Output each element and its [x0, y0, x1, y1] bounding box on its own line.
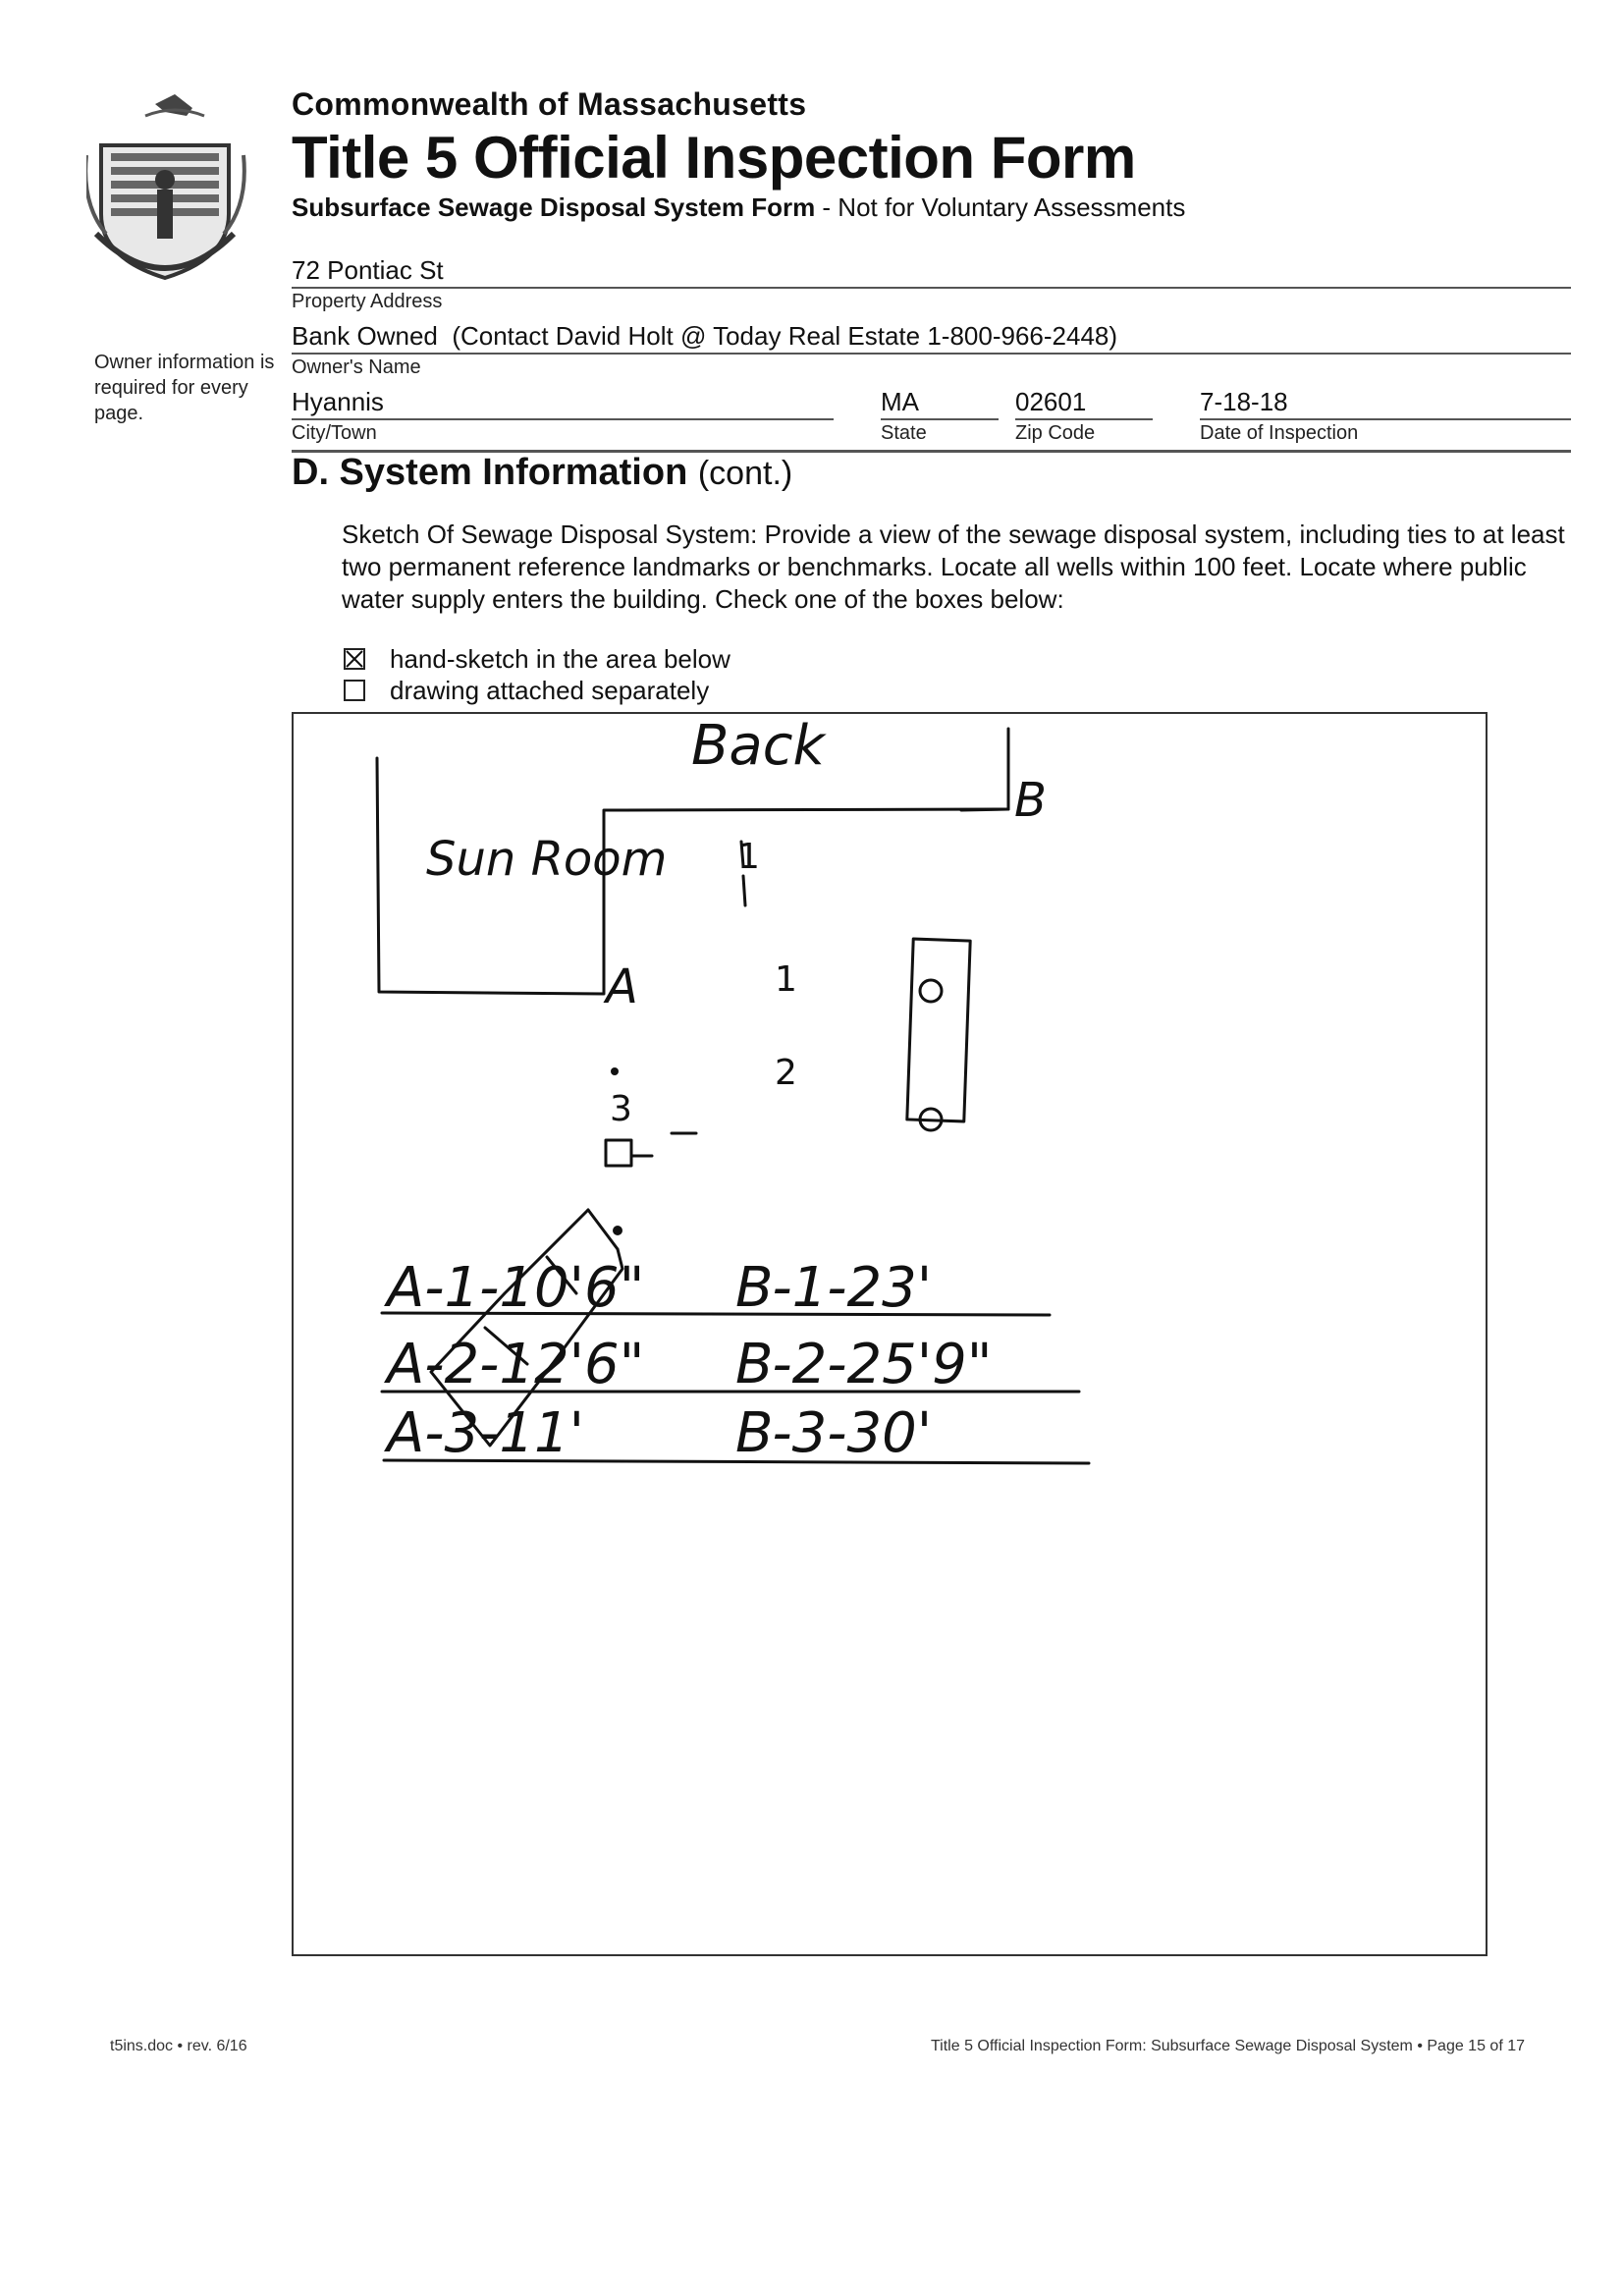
owner-name-value: Bank Owned (Contact David Holt @ Today Real Estate 1-800-966-2448): [292, 321, 1118, 351]
section-title: [292, 452, 792, 494]
massachusetts-seal-icon: [86, 86, 263, 293]
subtitle-rest: - Not for Voluntary Assessments: [815, 192, 1186, 222]
drawing-attached-label: drawing attached separately: [390, 676, 710, 705]
zip-rule: [1015, 418, 1153, 420]
point-3-box: [606, 1140, 631, 1166]
sun-room-label: Sun Room: [426, 832, 668, 887]
city-label: City/Town: [292, 422, 377, 444]
zip-label: Zip Code: [1015, 422, 1096, 444]
city-value: Hyannis: [292, 387, 384, 416]
septic-tank-outline: [907, 939, 970, 1121]
tie-a3: A-3-11': [387, 1401, 585, 1465]
mark-2-label: 2: [775, 1053, 797, 1093]
footer-page-info: Title 5 Official Inspection Form: Subsurface Sewage Disposal System • Page 15 of 17: [931, 2038, 1526, 2054]
hand-sketch-checkbox[interactable]: [344, 648, 365, 670]
point-a-label: A: [606, 959, 638, 1014]
drawing-attached-checkbox[interactable]: [344, 680, 365, 701]
tank-inlet-circle: [920, 980, 942, 1002]
tie-a1: A-1-10'6": [387, 1256, 645, 1320]
property-address-value: 72 Pontiac St: [292, 255, 444, 285]
owner-info-note: Owner information is required for every page.: [94, 352, 275, 424]
tie-b2: B-2-25'9": [735, 1333, 993, 1396]
tie-a2: A-2-12'6": [387, 1333, 645, 1396]
owner-rule: [292, 353, 1571, 355]
point-b-label: B: [1014, 773, 1047, 828]
checkbox-x-icon: [346, 650, 363, 668]
state-value: MA: [881, 387, 919, 416]
mark-1-label: 1: [775, 959, 797, 1000]
header-subtitle: [292, 192, 1185, 223]
tie-b3: B-3-30': [735, 1401, 933, 1465]
mark-3-label: 3: [610, 1089, 632, 1129]
mark-1-top-label: 1: [737, 837, 760, 877]
hand-sketch-label: hand-sketch in the area below: [390, 644, 730, 674]
footer-doc-id: t5ins.doc • rev. 6/16: [110, 2038, 247, 2054]
subtitle-bold: Subsurface Sewage Disposal System Form: [292, 192, 816, 222]
city-rule: [292, 418, 834, 420]
state-label: State: [881, 422, 927, 444]
property-address-label: Property Address: [292, 291, 443, 312]
back-label: Back: [691, 714, 825, 778]
date-value: 7-18-18: [1200, 387, 1288, 416]
state-rule: [881, 418, 999, 420]
address-rule: [292, 287, 1571, 289]
tie-b1: B-1-23': [735, 1256, 933, 1320]
zip-value: 02601: [1015, 387, 1087, 416]
sketch-instructions: Sketch Of Sewage Disposal System: Provide a view of the sewage disposal system, including ties to at least two permanent reference landmarks or benchmarks. Locate all wells within 100 feet. Locate where public water supply enters the building. Check one of the boxes below:: [342, 519, 1565, 614]
owner-name-label: Owner's Name: [292, 356, 421, 378]
section-title-text: D. System Information: [292, 452, 688, 493]
header-state: Commonwealth of Massachusetts: [292, 86, 807, 122]
section-title-suffix: (cont.): [697, 455, 793, 492]
page-title: Title 5 Official Inspection Form: [292, 125, 1136, 191]
date-rule: [1200, 418, 1571, 420]
sketch-area: [292, 712, 1488, 1956]
date-label: Date of Inspection: [1200, 422, 1359, 444]
